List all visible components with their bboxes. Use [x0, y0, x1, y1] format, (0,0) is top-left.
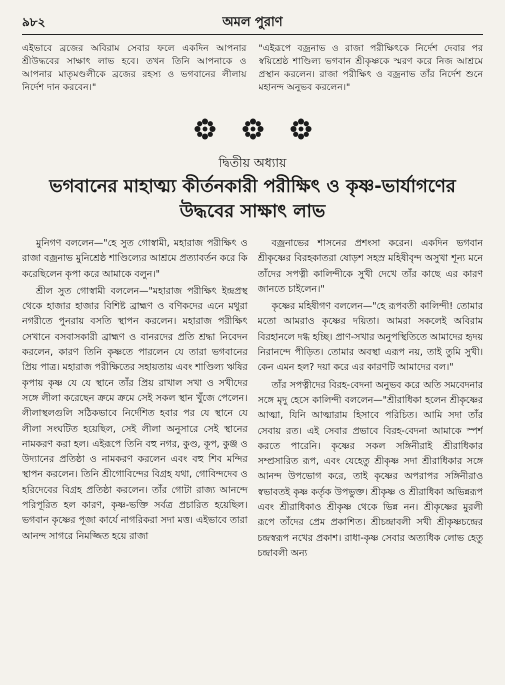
chapter-title [20, 174, 485, 224]
previous-chapter-ending [22, 42, 483, 108]
header-rule [22, 34, 483, 35]
paragraph: শ্রীল সুত গোস্বামী বললেন—"মহারাজ পরীক্ষিৎ ইন্দ্রপ্রস্থ থেকে হাজার হাজার বিশিষ্ট ব্রাহ্মণ ও বণিকদের এনে মথুরা নগরীতে পুনরায় বসতি স্থাপন করলেন। মহারাজ পরীক্ষিৎ সেখানে বসবাসকারী ব্রাহ্মণ ও বানরদের প্রতি শ্রদ্ধা নিবেদন করলেন, কারণ তিনি কৃষ্ণতে পারলেন যে তারা ভগবানের প্রিয় পাত্র। মহারাজ পরীক্ষিতের সহায়তায় এবং শাণ্ডিল্য ঋষির কৃপায় কৃষ্ণ যে যে স্থানে তাঁর প্রিয় রাখাল সখা ও সখীদের সঙ্গে লীলা করেছেন ক্রমে ক্রমে সেই সকল স্থান খুঁজে পেলেন। লীলাস্থলগুলি সঠিকভাবে নির্দেশিত হবার পর যে স্থানে যে লীলা সংঘটিত হয়েছিল, সেই লীলা অনুসারে সেই স্থানের নামকরণ করা হল। এইরূপে তিনি বহু নগর, কুণ্ড, কূপ, কুঞ্জ ও উদ্যানের প্রতিষ্ঠা ও নামকরণ করলেন এবং বহু শিব মন্দির স্থাপন করলেন। তিনি শ্রীগোবিন্দের বিগ্রহ যথা, গোবিন্দদেব ও হরিদেবের বিগ্রহ প্রতিষ্ঠা করলেন। তাঁর গোটা রাজ্য আনন্দে পরিপূরিত হল কারণ, কৃষ্ণ-ভক্তি সর্বত্র প্রচারিত হয়েছিল। ভগবান কৃষ্ণের পূজা কার্যে নাগরিকরা সদা মত্ত। এইভাবে তারা আনন্দ সাগরে নিমজ্জিত হয়ে রাজা [22, 285, 248, 542]
paragraph: মুনিগণ বললেন—"হে সুত গোস্বামী, মহারাজ পরীক্ষিৎ ও রাজা বজ্রনাভ মুনিশ্রেষ্ঠ শাণ্ডিল্যের আশ্রমে প্রত্যাবর্তন করে কি করেছিলেন কৃপা করে আমাকে বলুন।" [22, 238, 248, 280]
chapter-title-line-2: উদ্ধবের সাক্ষাৎ লাভ [179, 201, 326, 222]
flower-ornament-icon [194, 118, 216, 140]
paragraph: তাঁর সপত্নীদের বিরহ-বেদনা অনুভব করে অতি সমবেদনার সঙ্গে মৃদু হেসে কালিন্দী বললেন—"শ্রীরাধিকা হলেন শ্রীকৃষ্ণের আত্মা, যিনি আত্মারাম হিসাবে পরিচিত। আমি সদা তাঁর সেবায় রত। এই সেবার প্রভাবে বিরহ-বেদনা আমাকে স্পর্শ করতে পারেনি। কৃষ্ণের সকল সঙ্গিনীরাই শ্রীরাধিকার সম্প্রসারিত রূপ, এবং যেহেতু শ্রীকৃষ্ণ সদা শ্রীরাধিকার সঙ্গে আনন্দ উপভোগ করে, তাই কৃষ্ণের অপরাপর সঙ্গিনীরাও স্বভাবতই কৃষ্ণ কর্তৃক উপভুক্ত। শ্রীকৃষ্ণ ও শ্রীরাধিকা অভিন্নরূপ এবং শ্রীরাধিকাও শ্রীকৃষ্ণ থেকে ভিন্ন নন। শ্রীকৃষ্ণের মুরলী রূপে তাঁদের প্রেম প্রকাশিত। শ্রীচন্দ্রাবলী সখী শ্রীকৃষ্ণচন্দ্রের চন্দ্রস্বরূপ নখের প্রকাশ। রাধা-কৃষ্ণ সেবার অত্যধিক লোভ হেতু চন্দ্রাবলী অন্য [257, 379, 483, 559]
flower-ornament-icon [242, 118, 264, 140]
section-ornaments [0, 118, 505, 140]
paragraph: কৃষ্ণের মহিষীগণ বললেন—"হে রূপবতী কালিন্দী! তোমার মতো আমরাও কৃষ্ণের দয়িতা। আমরা সকলেই অবিরাম বিরহানলে দগ্ধ হচ্ছি। প্রাণ-সখার অনুপস্থিতিতে আমাদের হৃদয় নিরানন্দে পীড়িত। তোমার অবস্থা এরূপ নয়, তাই তুমি সুখী। কেন এমন হল? দয়া করে এর কারণটি আমাদের বল।" [257, 301, 483, 374]
running-header: অমল পুরাণ [222, 15, 283, 30]
chapter-label: দ্বিতীয় অধ্যায় [218, 155, 287, 170]
body-text [22, 236, 483, 677]
paragraph: বজ্রনাভের শাসনের প্রশংসা করেন। একদিন ভগবান শ্রীকৃষ্ণের বিরহকাতরা ষোড়শ সহস্র মহিষীবৃন্দ অসুখা শূন্য মনে তাঁদের সপত্নী কালিন্দীকে সুখী দেখে তাঁর কাছে এর কারণ জানতে চাইলেন।" [257, 238, 483, 295]
top-left-paragraph: এইভাবে ব্রজের অবিরাম সেবার ফলে একদিন আপনার শ্রীউদ্ধবের সাক্ষাৎ লাভ হবে। তখন তিনি আপনাকে ও আপনার মাতৃমণ্ডলীকে ব্রজের রহস্য ও ভগবানের লীলায় নির্দেশ দান করবেন।" [22, 43, 247, 93]
top-right-paragraph: "এইরূপে বজ্রনাভ ও রাজা পরীক্ষিৎকে নির্দেশ দেবার পর স্বয়িশ্রেষ্ঠ শাণ্ডিল্য ভগবান শ্রীকৃষ্ণকে স্মরণ করে নিজ আশ্রমে প্রস্থান করলেন। রাজা পরীক্ষিৎ ও বজ্রনাভ তাঁর নির্দেশ শুনে মহানন্দ অনুভব করলেন।" [258, 43, 483, 93]
right-column [258, 236, 484, 677]
left-column [22, 236, 248, 677]
flower-ornament-icon [290, 118, 312, 140]
chapter-title-line-1: ভগবানের মাহাত্ম্য কীর্তনকারী পরীক্ষিৎ ও কৃষ্ণ-ভার্যাগণের [49, 176, 456, 197]
page-number: ৯৮২ [22, 15, 46, 29]
